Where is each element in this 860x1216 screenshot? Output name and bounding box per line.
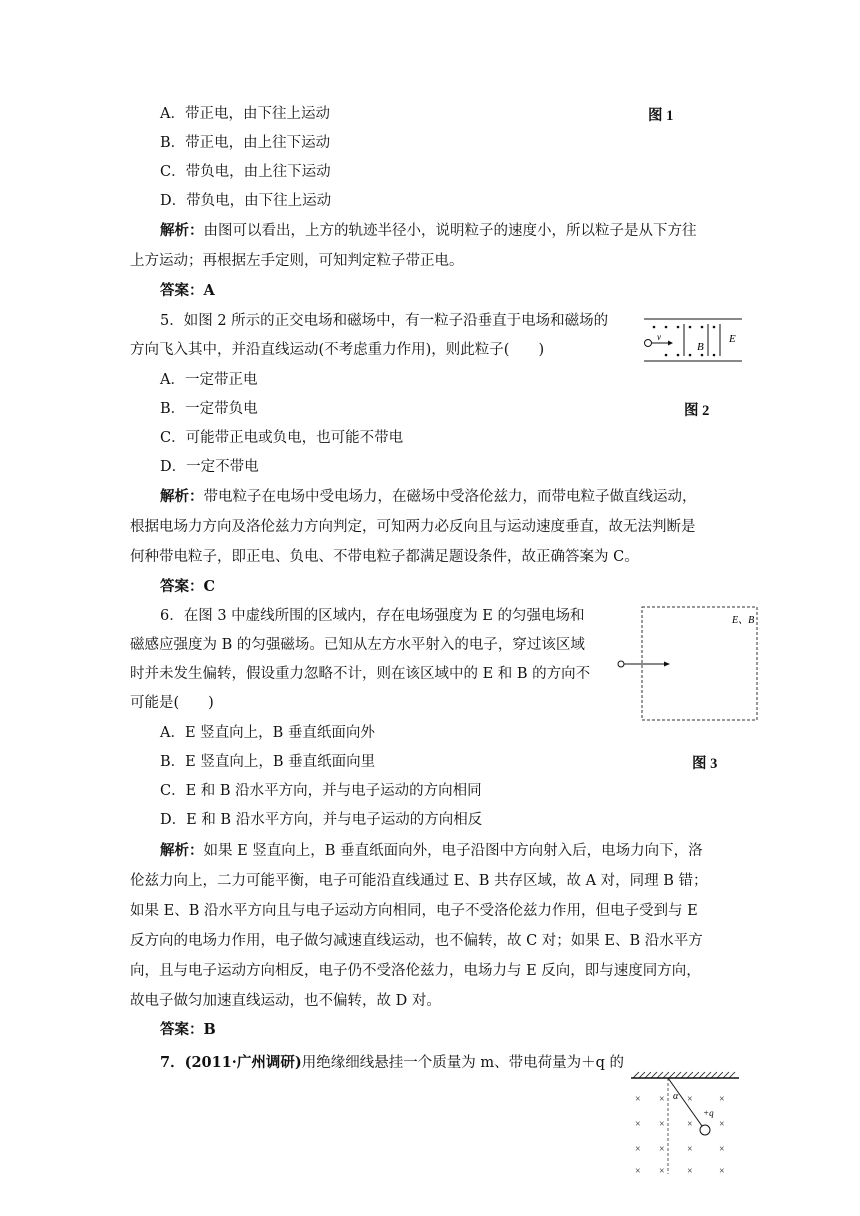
q4-analysis-line-1: 解析：由图可以看出，上方的轨迹半径小，说明粒子的速度小，所以粒子是从下方往 bbox=[160, 222, 697, 239]
q6-analysis-line-6: 故电子做匀加速直线运动，也不偏转，故 D 对。 bbox=[130, 993, 441, 1009]
q5-stem-line-1: 5．如图 2 所示的正交电场和磁场中，有一粒子沿垂直于电场和磁场的 bbox=[160, 313, 609, 329]
q4-answer: 答案：A bbox=[160, 282, 215, 299]
figure-3-label: 图 3 bbox=[692, 756, 718, 772]
figure-pendulum-alpha-label: α bbox=[673, 1091, 679, 1102]
q5-analysis-line-2: 根据电场力方向及洛伦兹力方向判定，可知两力必反向且与运动速度垂直，故无法判断是 bbox=[130, 519, 696, 535]
q5-option-c: C．可能带正电或负电，也可能不带电 bbox=[160, 430, 404, 446]
q5-stem-line-2: 方向飞入其中，并沿直线运动(不考虑重力作用)，则此粒子( ) bbox=[130, 342, 545, 358]
q6-analysis-line-2: 伦兹力向上，二力可能平衡，电子可能沿直线通过 E、B 共存区域，故 A 对，同理 B 错； bbox=[130, 873, 708, 889]
q5-option-d: D．一定不带电 bbox=[160, 459, 259, 475]
q6-stem-line-3: 时并未发生偏转，假设重力忽略不计，则在该区域中的 E 和 B 的方向不 bbox=[130, 666, 591, 682]
q6-stem-line-1: 6．在图 3 中虚线所围的区域内，存在电场强度为 E 的匀强电场和 bbox=[160, 608, 585, 624]
svg-text:×: × bbox=[659, 1166, 665, 1177]
svg-text:×: × bbox=[719, 1094, 725, 1105]
q6-option-b: B．E 竖直向上，B 垂直纸面向里 bbox=[160, 754, 376, 770]
svg-text:×: × bbox=[635, 1094, 641, 1105]
q6-analysis-label: 解析： bbox=[160, 842, 204, 859]
q6-answer: 答案：B bbox=[160, 1021, 216, 1038]
q5-analysis-line-3: 何种带电粒子，即正电、负电、不带电粒子都满足题设条件，故正确答案为 C。 bbox=[130, 549, 639, 565]
svg-text:×: × bbox=[719, 1119, 725, 1130]
q6-option-a: A．E 竖直向上，B 垂直纸面向外 bbox=[160, 725, 375, 741]
q4-option-a: A．带正电，由下往上运动 bbox=[160, 106, 330, 122]
q6-stem-line-2: 磁感应强度为 B 的匀强磁场。已知从左方水平射入的电子，穿过该区域 bbox=[130, 637, 585, 653]
q7-stem-line-1: 7．(2011·广州调研)用绝缘细线悬挂一个质量为 m、带电荷量为＋q 的 bbox=[160, 1054, 624, 1071]
figure-1-label: 图 1 bbox=[648, 108, 674, 124]
svg-text:×: × bbox=[659, 1144, 665, 1155]
figure-2-diagram bbox=[638, 316, 746, 364]
figure-pendulum-q-label: +q bbox=[703, 1108, 714, 1118]
q5-option-a: A．一定带正电 bbox=[160, 372, 258, 388]
figure-3-eb-label: E、B bbox=[732, 615, 755, 626]
figure-2-e-label: E bbox=[729, 333, 736, 345]
q6-analysis-line-5: 向，且与电子运动方向相反，电子仍不受洛伦兹力，电场力与 E 反向，即与速度同方向， bbox=[130, 963, 701, 979]
svg-text:×: × bbox=[719, 1144, 725, 1155]
q6-option-c: C．E 和 B 沿水平方向，并与电子运动的方向相同 bbox=[160, 783, 482, 799]
figure-3-diagram bbox=[614, 604, 762, 724]
q6-stem-line-4: 可能是( ) bbox=[130, 695, 214, 711]
q6-analysis-line-4: 反方向的电场力作用，电子做匀减速直线运动，也不偏转，故 C 对；如果 E、B 沿水平方 bbox=[130, 933, 703, 949]
svg-text:×: × bbox=[687, 1094, 693, 1105]
svg-text:×: × bbox=[687, 1119, 693, 1130]
svg-text:×: × bbox=[659, 1094, 665, 1105]
q4-analysis-line-2: 上方运动；再根据左手定则，可知判定粒子带正电。 bbox=[130, 253, 464, 269]
svg-text:×: × bbox=[659, 1119, 665, 1130]
figure-2-label: 图 2 bbox=[684, 403, 710, 419]
q5-option-b: B．一定带负电 bbox=[160, 401, 258, 417]
figure-2-v-label: v bbox=[657, 332, 661, 342]
svg-text:×: × bbox=[635, 1119, 641, 1130]
q6-analysis-line-3: 如果 E、B 沿水平方向且与电子运动方向相同，电子不受洛伦兹力作用，但电子受到与 E bbox=[130, 903, 698, 919]
q4-analysis-label: 解析： bbox=[160, 222, 204, 239]
svg-text:×: × bbox=[635, 1144, 641, 1155]
q5-answer: 答案：C bbox=[160, 578, 216, 595]
svg-text:×: × bbox=[719, 1166, 725, 1177]
svg-text:×: × bbox=[635, 1166, 641, 1177]
q7-source: 7．(2011·广州调研) bbox=[160, 1054, 302, 1071]
q6-option-d: D．E 和 B 沿水平方向，并与电子运动的方向相反 bbox=[160, 812, 483, 828]
figure-pendulum-diagram bbox=[626, 1068, 744, 1180]
q5-analysis-line-1: 解析：带电粒子在电场中受电场力，在磁场中受洛伦兹力，而带电粒子做直线运动， bbox=[160, 488, 697, 505]
q4-option-b: B．带正电，由上往下运动 bbox=[160, 135, 331, 151]
svg-text:×: × bbox=[687, 1144, 693, 1155]
figure-2-b-label: B bbox=[697, 341, 704, 353]
q4-option-d: D．带负电，由下往上运动 bbox=[160, 193, 332, 209]
q4-option-c: C．带负电，由上往下运动 bbox=[160, 164, 331, 180]
svg-text:×: × bbox=[687, 1166, 693, 1177]
q5-analysis-label: 解析： bbox=[160, 488, 204, 505]
q6-analysis-line-1: 解析：如果 E 竖直向上，B 垂直纸面向外，电子沿图中方向射入后，电场力向下，洛 bbox=[160, 842, 703, 859]
